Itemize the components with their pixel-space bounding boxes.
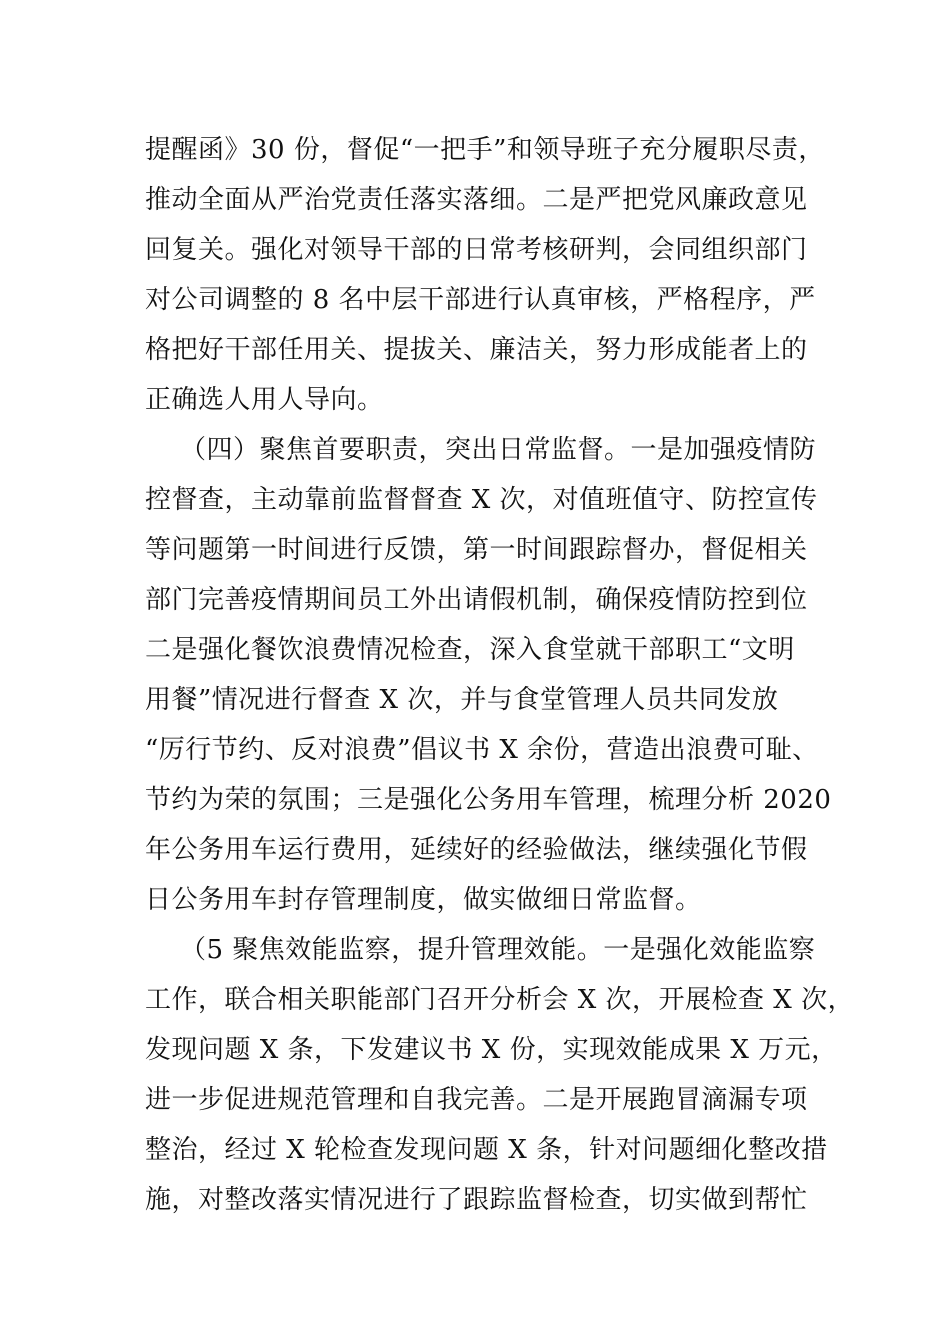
text-line-5: 格把好干部任用关、提拔关、廉洁关，努力形成能者上的 [145,335,808,365]
text-line-22: 施，对整改落实情况进行了跟踪监督检查，切实做到帮忙 [145,1185,808,1215]
text-line-2: 推动全面从严治党责任落实落细。二是严把党风廉政意见 [145,185,808,215]
text-line-1: 提醒函》30 份，督促“一把手”和领导班子充分履职尽责， [145,135,825,165]
text-line-11: 二是强化餐饮浪费情况检查，深入食堂就干部职工“文明 [145,635,795,665]
text-line-14: 节约为荣的氛围；三是强化公务用车管理，梳理分析 2020 [145,785,832,815]
text-line-8: 控督查，主动靠前监督督查 X 次，对值班值守、防控宣传 [145,485,818,515]
text-line-15: 年公务用车运行费用，延续好的经验做法，继续强化节假 [145,835,808,865]
text-line-10: 部门完善疫情期间员工外出请假机制，确保疫情防控到位 [145,585,808,615]
text-line-21: 整治，经过 X 轮检查发现问题 X 条，针对问题细化整改措 [145,1135,828,1165]
text-line-16: 日公务用车封存管理制度，做实做细日常监督。 [145,885,702,915]
text-line-9: 等问题第一时间进行反馈，第一时间跟踪督办，督促相关 [145,535,808,565]
text-line-7: （四）聚焦首要职责，突出日常监督。一是加强疫情防 [180,435,817,465]
text-line-19: 发现问题 X 条，下发建议书 X 份，实现效能成果 X 万元， [145,1035,838,1065]
text-line-13: “厉行节约、反对浪费”倡议书 X 余份，营造出浪费可耻、 [145,735,819,765]
text-line-12: 用餐”情况进行督查 X 次，并与食堂管理人员共同发放 [145,685,779,715]
text-line-17: （5 聚焦效能监察，提升管理效能。一是强化效能监察 [180,935,816,965]
text-line-18: 工作，联合相关职能部门召开分析会 X 次，开展检查 X 次， [145,985,855,1015]
text-line-3: 回复关。强化对领导干部的日常考核研判，会同组织部门 [145,235,808,265]
text-line-6: 正确选人用人导向。 [145,385,384,415]
text-line-20: 进一步促进规范管理和自我完善。二是开展跑冒滴漏专项 [145,1085,808,1115]
text-line-4: 对公司调整的 8 名中层干部进行认真审核，严格程序，严 [145,285,816,315]
